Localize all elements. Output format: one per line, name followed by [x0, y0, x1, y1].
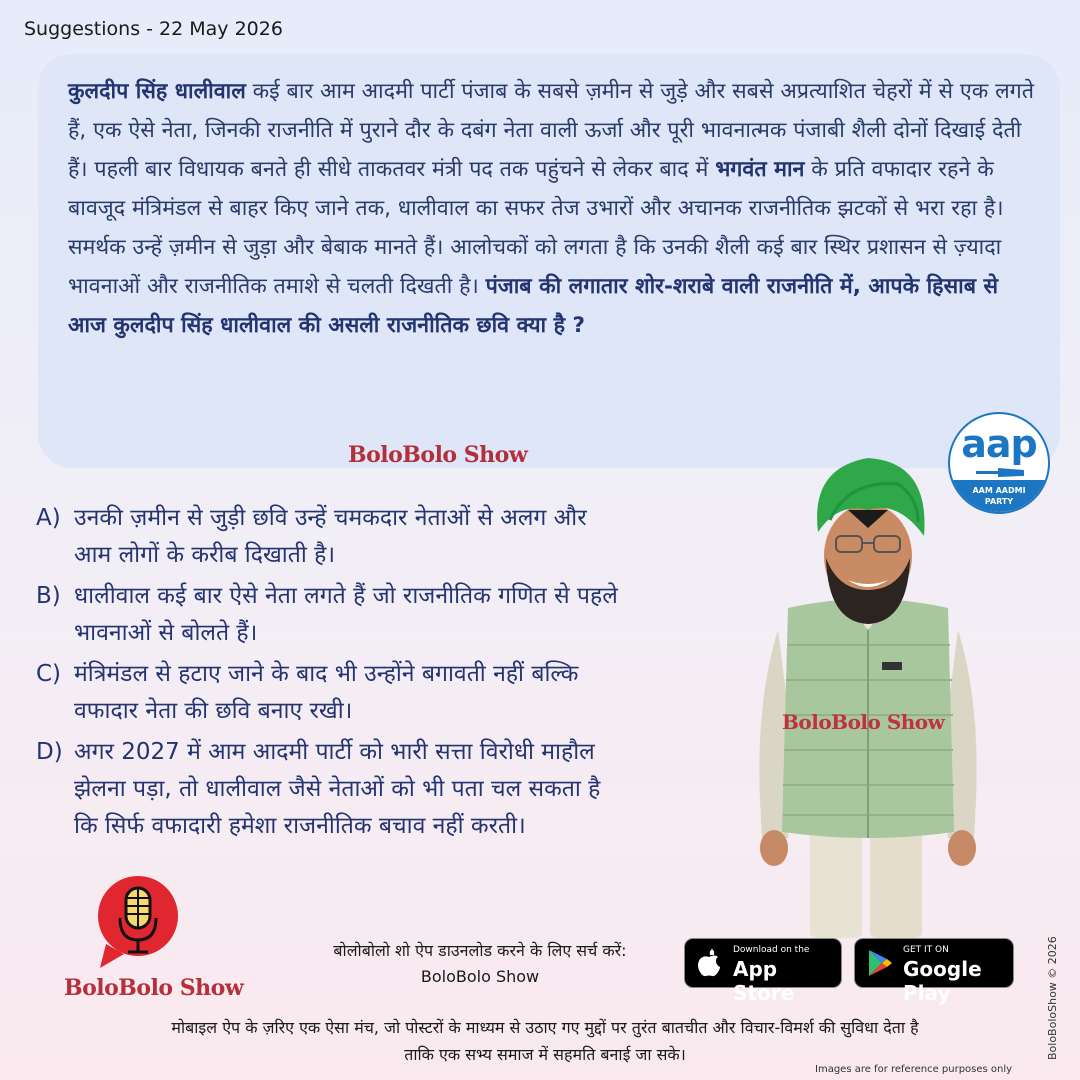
option-line1: उनकी ज़मीन से जुड़ी छवि उन्हें चमकदार नेताओं से अलग और — [74, 505, 587, 531]
option-b[interactable] — [36, 578, 756, 652]
google-play-small-label: GET IT ON — [903, 945, 949, 955]
option-letter: D) — [36, 739, 63, 765]
app-store-small-label: Download on the — [733, 945, 810, 955]
aap-logo-word: aap — [961, 422, 1037, 466]
options-list — [36, 500, 756, 849]
page-header-date: Suggestions - 22 May 2026 — [24, 18, 283, 40]
option-letter: B) — [36, 583, 61, 609]
copyright-notice: BoloBoloShow © 2026 — [1046, 936, 1059, 1060]
option-c[interactable] — [36, 656, 756, 730]
question-part-1: कई बार आम आदमी पार्टी पंजाब के सबसे ज़मीन से जुड़े और सबसे अप्रत्याशित चेहरों में से एक लगते हैं, एक ऐसे नेता, जिनकी राजनीति में पुराने दौर के दबंग नेता वाली ऊर्जा और पूरी भावनात्मक पंजाबी शैली दोनों दिखाई देती हैं। पहली बार विधायक बनते ही सीधे ताकतवर मंत्री पद तक पहुंचने से लेकर बाद में — [68, 79, 1035, 182]
download-line1: बोलोबोलो शो ऐप डाउनलोड करने के लिए सर्च करें: — [333, 941, 627, 960]
option-line2: भावनाओं से बोलते हैं। — [74, 620, 258, 646]
footer-line1: मोबाइल ऐप के ज़रिए एक ऐसा मंच, जो पोस्टरों के माध्यम से उठाए गए मुद्दों पर तुरंत बातचीत और विचार-विमर्श की सुविधा देता है — [171, 1018, 919, 1037]
google-play-label: Google Play — [903, 957, 982, 1005]
leader-name-highlight: भगवंत मान — [715, 157, 805, 182]
app-store-label: App Store — [733, 957, 795, 1005]
apple-icon — [697, 949, 721, 977]
footer-description — [40, 1014, 1050, 1068]
option-line2: झेलना पड़ा, तो धालीवाल जैसे नेताओं को भी पता चल सकता है — [74, 776, 601, 802]
option-line1: मंत्रिमंडल से हटाए जाने के बाद भी उन्होंने बगावती नहीं बल्कि — [74, 661, 579, 687]
option-a[interactable] — [36, 500, 756, 574]
microphone-icon — [96, 874, 180, 970]
image-disclaimer: Images are for reference purposes only — [815, 1064, 1013, 1075]
question-text — [68, 72, 1038, 345]
option-line2: आम लोगों के करीब दिखाती है। — [74, 542, 336, 568]
option-line3: कि सिर्फ वफादारी हमेशा राजनीतिक बचाव नहीं करती। — [74, 813, 526, 839]
question-part-2: के प्रति वफादार रहने के बावजूद मंत्रिमंडल से बाहर किए जाने तक, धालीवाल का सफर तेज उभारों और अचानक राजनीतिक झटकों से भरा रहा है। समर्थक उन्हें ज़मीन से जुड़ा और बेबाक मानते हैं। आलोचकों को लगता है कि उनकी शैली कई बार स्थिर प्रशासन से ज़्यादा भावनाओं और राजनीतिक तमाशे से चलती दिखती है। — [68, 157, 1004, 299]
option-line2: वफादार नेता की छवि बनाए रखी। — [74, 698, 353, 724]
person-name-highlight: कुलदीप सिंह धालीवाल — [68, 79, 246, 104]
download-instructions — [300, 938, 660, 990]
option-line1: धालीवाल कई बार ऐसे नेता लगते हैं जो राजनीतिक गणित से पहले — [74, 583, 618, 609]
brand-name: BoloBolo Show — [64, 975, 244, 1001]
option-d[interactable] — [36, 734, 756, 845]
footer-line2: ताकि एक सभ्य समाज में सहमति बनाई जा सके। — [404, 1045, 686, 1064]
aap-logo-line1: AAM AADMI — [972, 486, 1026, 495]
app-store-button[interactable] — [684, 938, 842, 1005]
watermark-center: BoloBolo Show — [782, 710, 945, 734]
option-letter: A) — [36, 505, 61, 531]
google-play-icon — [867, 949, 893, 977]
aap-logo-line2: PARTY — [984, 497, 1014, 506]
option-letter: C) — [36, 661, 62, 687]
watermark-top: BoloBolo Show — [348, 442, 528, 468]
politician-photo — [748, 440, 988, 940]
google-play-button[interactable] — [854, 938, 1014, 1005]
question-ask: पंजाब की लगातार शोर-शराबे वाली राजनीति में, आपके हिसाब से आज कुलदीप सिंह धालीवाल की असली राजनीतिक छवि क्या है ? — [68, 274, 998, 338]
download-line2: BoloBolo Show — [420, 967, 540, 986]
option-line1: अगर 2027 में आम आदमी पार्टी को भारी सत्ता विरोधी माहौल — [74, 739, 595, 765]
